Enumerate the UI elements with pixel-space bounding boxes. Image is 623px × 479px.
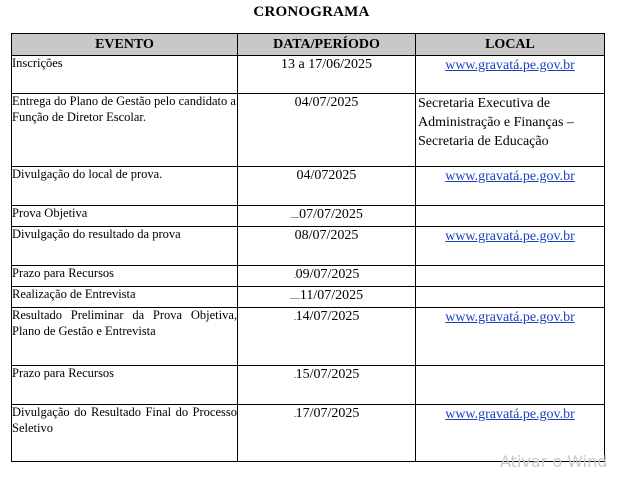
date-cell: [238, 266, 416, 287]
location-cell: [416, 308, 605, 366]
table-row: [12, 287, 605, 308]
date-value: 09/07/2025: [295, 267, 360, 282]
date-value: 17/07/2025: [295, 406, 360, 421]
event-cell: Prazo para Recursos: [12, 266, 238, 287]
header-data-periodo: DATA/PERÍODO: [238, 34, 416, 56]
date-cell: [238, 167, 416, 206]
website-link[interactable]: www.gravatá.pe.gov.br: [445, 229, 575, 244]
location-cell: [416, 366, 605, 405]
date-prefix: ..........: [289, 295, 300, 301]
table-row: [12, 227, 605, 266]
date-cell: [238, 287, 416, 308]
date-prefix: .........: [290, 214, 300, 220]
table-row: [12, 308, 605, 366]
event-cell: Divulgação do resultado da prova: [12, 227, 238, 266]
date-cell: [238, 94, 416, 167]
date-value: 04/07/2025: [294, 95, 359, 110]
event-cell: Prazo para Recursos: [12, 366, 238, 405]
table-row: [12, 56, 605, 94]
date-cell: [238, 206, 416, 227]
date-value: 15/07/2025: [295, 367, 360, 382]
location-cell: [416, 287, 605, 308]
event-cell: Resultado Preliminar da Prova Objetiva, Plano de Gestão e Entrevista: [12, 308, 238, 366]
location-cell: [416, 266, 605, 287]
location-cell: [416, 227, 605, 266]
event-cell: Entrega do Plano de Gestão pelo candidato a Função de Diretor Escolar.: [12, 94, 238, 167]
date-cell: [238, 366, 416, 405]
page-title: CRONOGRAMA: [253, 4, 370, 20]
date-value: 14/07/2025: [295, 309, 360, 324]
table-header-row: [12, 34, 605, 56]
location-cell: [416, 206, 605, 227]
date-cell: [238, 308, 416, 366]
table-row: [12, 366, 605, 405]
header-evento: EVENTO: [12, 34, 238, 56]
header-local: LOCAL: [416, 34, 605, 56]
website-link[interactable]: www.gravatá.pe.gov.br: [445, 407, 575, 422]
date-prefix: ..: [293, 374, 296, 380]
location-cell: [416, 167, 605, 206]
schedule-table: [11, 33, 605, 462]
activation-watermark: Ativar o Wind: [500, 452, 608, 471]
date-value: 13 a 17/06/2025: [281, 57, 372, 72]
website-link[interactable]: www.gravatá.pe.gov.br: [445, 58, 575, 73]
date-prefix: ..: [293, 413, 296, 419]
date-cell: [238, 227, 416, 266]
date-prefix: ..: [293, 316, 296, 322]
date-prefix: ..: [293, 274, 296, 280]
table-row: [12, 266, 605, 287]
event-cell: Realização de Entrevista: [12, 287, 238, 308]
date-value: 07/07/2025: [299, 207, 363, 222]
date-cell: [238, 56, 416, 94]
event-cell: Divulgação do Resultado Final do Processo Seletivo: [12, 405, 238, 462]
date-value: 08/07/2025: [294, 228, 359, 243]
date-value: 11/07/2025: [299, 288, 364, 303]
website-link[interactable]: www.gravatá.pe.gov.br: [445, 169, 575, 184]
table-row: [12, 94, 605, 167]
date-value: 04/072025: [296, 168, 357, 183]
date-cell: [238, 405, 416, 462]
table-row: [12, 206, 605, 227]
table-row: [12, 167, 605, 206]
location-cell: [416, 56, 605, 94]
event-cell: Inscrições: [12, 56, 238, 94]
location-text: Secretaria Executiva de Administração e Finanças – Secretaria de Educação: [418, 96, 574, 149]
location-cell: [416, 94, 605, 167]
website-link[interactable]: www.gravatá.pe.gov.br: [445, 310, 575, 325]
event-cell: Prova Objetiva: [12, 206, 238, 227]
event-cell: Divulgação do local de prova.: [12, 167, 238, 206]
